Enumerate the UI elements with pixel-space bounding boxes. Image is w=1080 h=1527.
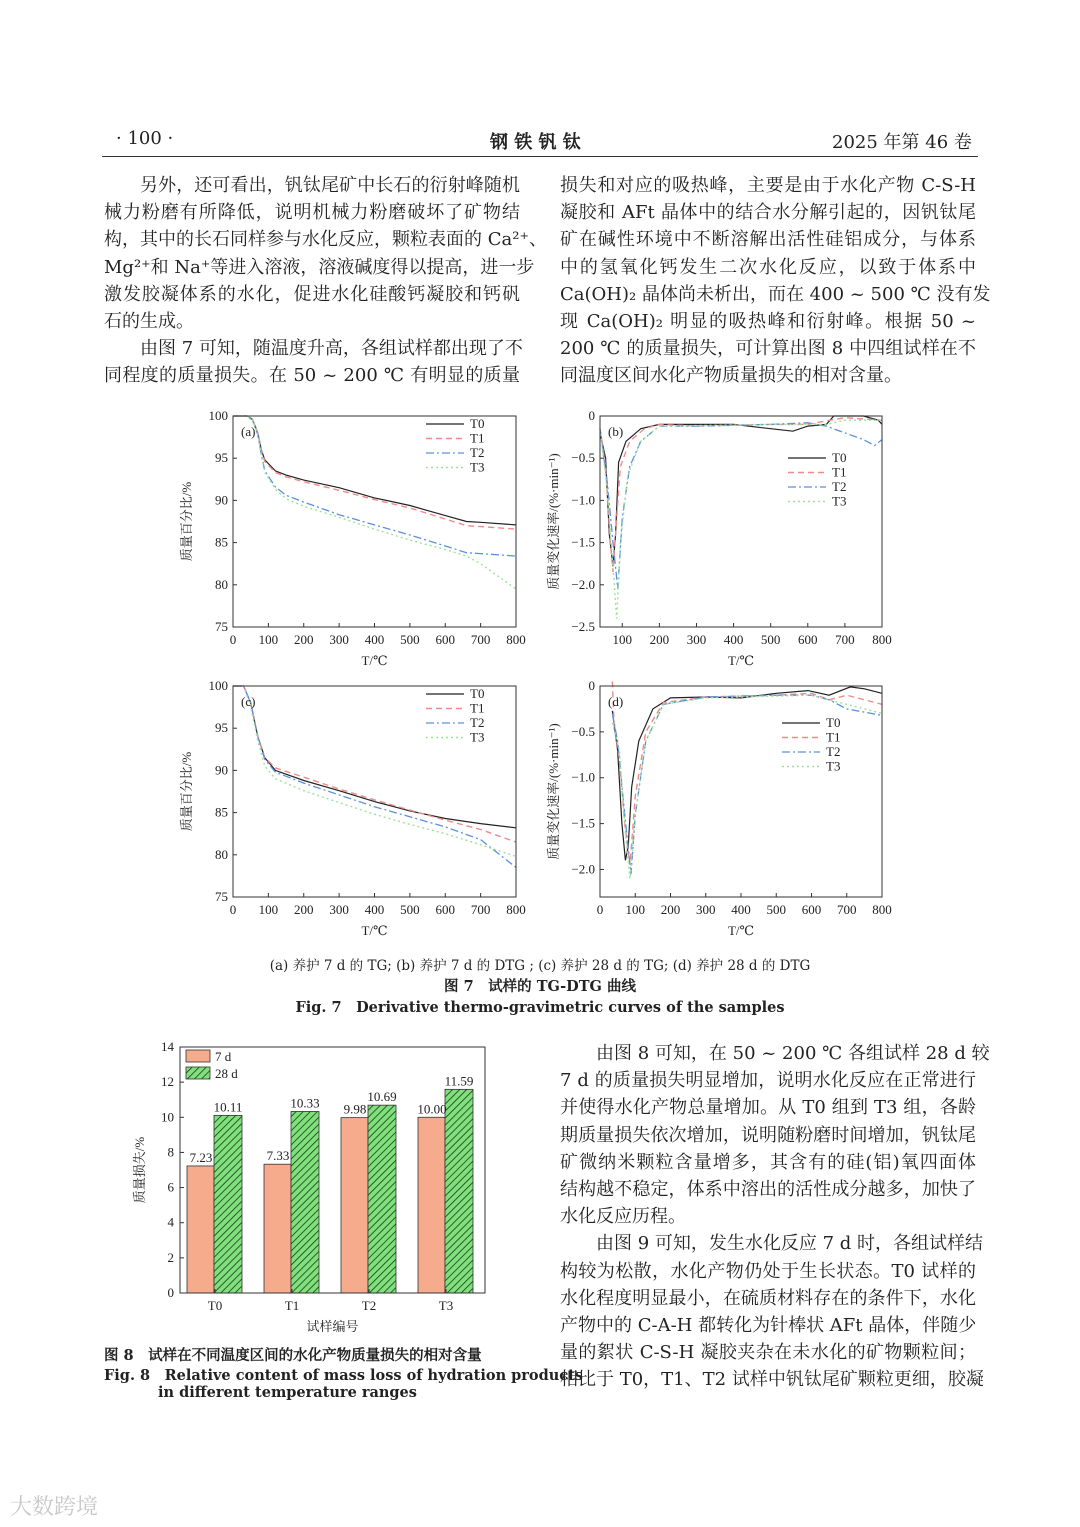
bar-28d-T2	[368, 1105, 396, 1293]
fig7-caption-en: Fig. 7 Derivative thermo-gravimetric curves of the samples	[295, 999, 785, 1016]
plot-frame	[600, 416, 882, 627]
text-line: 中的氢氧化钙发生二次水化反应，以致于体系中	[560, 256, 976, 278]
journal-title: 钢 铁 钒 钛	[490, 132, 581, 153]
legend-label-T0: T0	[826, 715, 841, 730]
panel-label: (a)	[241, 424, 256, 439]
y-tick-label: 14	[161, 1039, 174, 1054]
legend-label-28d: 28 d	[215, 1066, 238, 1081]
watermark: 大数跨境	[10, 1495, 99, 1520]
legend-label-T0: T0	[470, 416, 485, 431]
text-line: 石的生成。	[104, 310, 194, 332]
y-tick-label: 95	[215, 720, 228, 736]
bar-7d-T1	[264, 1164, 291, 1293]
y-tick-label: −2.0	[571, 576, 595, 592]
y-tick-label: −0.5	[571, 723, 595, 739]
text-line: 并使得水化产物总量增加。从 T0 组到 T3 组，各龄	[560, 1097, 976, 1119]
y-tick-label: 2	[167, 1249, 174, 1265]
chart-d	[546, 678, 892, 938]
text-line: 量的絮状 C-S-H 凝胶夹杂在未水化的矿物颗粒间；	[560, 1342, 976, 1364]
bar-28d-T0	[214, 1115, 242, 1293]
x-tick-label: 600	[801, 902, 822, 917]
y-tick-label: −0.5	[571, 450, 595, 466]
x-tick-label: T0	[207, 1298, 223, 1313]
x-tick-label: 500	[760, 632, 781, 647]
text-line: 损失和对应的吸热峰，主要是由于水化产物 C-S-H	[560, 175, 976, 196]
y-tick-label: 0	[588, 408, 595, 423]
x-tick-label: 700	[835, 632, 855, 647]
x-tick-label: 700	[470, 902, 491, 917]
fig8-caption-en-2: in different temperature ranges	[158, 1384, 417, 1401]
chart-a	[179, 408, 526, 668]
fig8-caption-cn: 图 8 试样在不同温度区间的水化产物质量损失的相对含量	[104, 1347, 482, 1364]
text-line: 激发胶凝体系的水化，促进水化硅酸钙凝胶和钙矾	[104, 283, 520, 305]
y-axis-label: 质量百分比/%	[179, 481, 194, 562]
x-tick-label: 700	[837, 902, 857, 917]
x-tick-label: T1	[284, 1298, 300, 1313]
x-tick-label: 0	[229, 632, 237, 647]
legend-label-T3: T3	[470, 729, 485, 745]
x-tick-label: 800	[872, 902, 892, 917]
x-tick-label: 100	[612, 632, 633, 647]
y-tick-label: 0	[167, 1285, 174, 1300]
fig8-caption-en-1: Fig. 8 Relative content of mass loss of hydration products	[104, 1367, 583, 1384]
legend-label-T2: T2	[826, 744, 841, 759]
x-tick-label: 500	[400, 902, 420, 917]
legend-label-T1: T1	[470, 430, 485, 446]
legend-label-T1: T1	[470, 700, 485, 716]
x-tick-label: 600	[435, 632, 455, 647]
bar-value-label: 10.33	[290, 1095, 320, 1111]
y-tick-label: 85	[215, 534, 228, 550]
y-tick-label: 6	[167, 1179, 174, 1195]
y-axis-label: 质量损失/%	[132, 1136, 147, 1204]
bar-value-label: 10.11	[213, 1099, 243, 1115]
x-tick-label: 800	[506, 902, 526, 917]
x-tick-label: 0	[229, 902, 237, 917]
chart-c	[179, 678, 526, 938]
bar-7d-T3	[418, 1117, 445, 1293]
y-axis-label: 质量变化速率/(%·min⁻¹)	[546, 723, 561, 860]
text-line: 同程度的质量损失。在 50 ~ 200 ℃ 有明显的质量	[104, 365, 520, 387]
series-line-T3	[612, 695, 882, 879]
x-tick-label: 400	[364, 902, 385, 917]
x-tick-label: 800	[506, 632, 526, 647]
x-tick-label: 300	[329, 902, 349, 917]
y-tick-label: −1.0	[571, 492, 595, 508]
panel-label: (d)	[608, 694, 624, 709]
panel-label: (b)	[608, 424, 624, 439]
x-axis-label: T/℃	[361, 653, 388, 668]
series-line-T2	[612, 695, 882, 874]
text-line: 械力粉磨有所降低，说明机械力粉磨破坏了矿物结	[104, 202, 520, 224]
text-line: 凝胶和 AFt 晶体中的结合水分解引起的，因钒钛尾	[560, 202, 976, 224]
bar-value-label: 11.59	[444, 1073, 474, 1089]
legend-label-T2: T2	[470, 715, 485, 730]
text-line: Ca(OH)₂ 晶体尚未析出，而在 400 ~ 500 ℃ 没有发	[560, 283, 991, 305]
x-tick-label: 100	[258, 902, 279, 917]
text-line: 结构越不稳定，体系中溶出的活性成分越多，加快了	[560, 1178, 976, 1200]
text-line: 200 ℃ 的质量损失，可计算出图 8 中四组试样在不	[560, 338, 976, 360]
y-tick-label: −1.5	[571, 815, 595, 831]
x-tick-label: 600	[435, 902, 455, 917]
legend-label-T3: T3	[470, 459, 485, 475]
x-tick-label: 600	[798, 632, 818, 647]
text-line: 构较为松散，水化产物仍处于生长状态。T0 试样的	[560, 1260, 976, 1282]
y-tick-label: 75	[215, 889, 228, 904]
text-line: 矿在碱性环境中不断溶解出活性硅铝成分，与体系	[560, 229, 976, 251]
text-line: 7 d 的质量损失明显增加，说明水化反应在正常进行	[560, 1070, 976, 1092]
text-line: 由图 9 可知，发生水化反应 7 d 时，各组试样结	[596, 1233, 984, 1255]
bar-value-label: 10.69	[367, 1089, 397, 1105]
text-line: 另外，还可看出，钒钛尾矿中长石的衍射峰随机	[140, 175, 520, 196]
x-tick-label: 0	[596, 902, 604, 917]
x-tick-label: 300	[696, 902, 716, 917]
y-tick-label: 0	[588, 678, 595, 693]
legend-label-T3: T3	[832, 493, 847, 509]
bar-value-label: 7.23	[189, 1149, 213, 1165]
y-tick-label: 100	[208, 678, 228, 693]
legend-label-T3: T3	[826, 758, 841, 774]
panel-label: (c)	[241, 694, 256, 709]
text-line: 水化反应历程。	[560, 1206, 686, 1228]
legend-swatch-7d	[186, 1050, 210, 1062]
text-line: 现 Ca(OH)₂ 明显的吸热峰和衍射峰。根据 50 ~	[560, 310, 976, 332]
y-axis-label: 质量百分比/%	[179, 751, 194, 832]
fig7-caption-cn: 图 7 试样的 TG-DTG 曲线	[444, 978, 636, 995]
x-tick-label: 500	[400, 632, 420, 647]
x-tick-label: 100	[258, 632, 279, 647]
text-line: 矿微纳米颗粒含量增多，其含有的硅(铝)氧四面体	[560, 1151, 976, 1173]
bar-value-label: 7.33	[266, 1148, 290, 1164]
legend-label-T0: T0	[470, 686, 485, 701]
y-tick-label: −1.0	[571, 769, 595, 785]
y-tick-label: 12	[161, 1074, 174, 1090]
y-tick-label: 100	[208, 408, 228, 423]
legend-label-T2: T2	[470, 445, 485, 460]
y-tick-label: −1.5	[571, 534, 595, 550]
x-tick-label: 300	[329, 632, 349, 647]
y-tick-label: 80	[215, 846, 228, 862]
text-line: 期质量损失依次增加，说明随粉磨时间增加，钒钛尾	[560, 1124, 976, 1146]
x-tick-label: 700	[470, 632, 491, 647]
bar-28d-T3	[445, 1089, 473, 1293]
x-tick-label: 800	[872, 632, 892, 647]
legend-label-T1: T1	[826, 729, 841, 745]
text-line: 产物中的 C-A-H 都转化为针棒状 AFt 晶体，伴随少	[560, 1314, 977, 1336]
y-tick-label: 8	[167, 1144, 174, 1160]
text-line: 同温度区间水化产物质量损失的相对含量。	[560, 365, 902, 387]
y-tick-label: 95	[215, 450, 228, 466]
y-tick-label: 90	[215, 762, 228, 778]
x-axis-label: 试样编号	[306, 1319, 359, 1334]
bar-7d-T2	[341, 1118, 368, 1293]
x-tick-label: T2	[361, 1298, 377, 1313]
text-line: 水化程度明显最小，在硫质材料存在的条件下，水化	[560, 1287, 976, 1309]
bar-28d-T1	[291, 1111, 319, 1293]
text-line: Mg²⁺和 Na⁺等进入溶液，溶液碱度得以提高，进一步	[104, 256, 535, 278]
y-tick-label: 85	[215, 804, 228, 820]
legend-label-7d: 7 d	[215, 1049, 232, 1064]
text-line: 由图 7 可知，随温度升高，各组试样都出现了不	[140, 338, 523, 360]
x-tick-label: 300	[686, 632, 707, 647]
y-tick-label: 10	[161, 1109, 174, 1125]
x-axis-label: T/℃	[361, 923, 388, 938]
y-tick-label: −2.0	[571, 861, 595, 877]
bar-value-label: 10.00	[417, 1101, 447, 1117]
chart-b	[546, 408, 892, 668]
legend-label-T1: T1	[832, 464, 847, 480]
text-line: 构，其中的长石同样参与水化反应，颗粒表面的 Ca²⁺、	[104, 229, 547, 251]
y-tick-label: 4	[167, 1214, 174, 1230]
journal-issue: 2025 年第 46 卷	[832, 132, 972, 153]
x-tick-label: 200	[294, 902, 314, 917]
x-tick-label: 400	[731, 902, 751, 917]
fig7-subcaption: (a) 养护 7 d 的 TG; (b) 养护 7 d 的 DTG ; (c) 养护 28 d 的 TG; (d) 养护 28 d 的 DTG	[269, 958, 811, 974]
x-tick-label: 200	[660, 902, 681, 917]
x-axis-label: T/℃	[727, 653, 755, 668]
y-tick-label: 75	[215, 619, 228, 634]
legend-label-T2: T2	[832, 479, 847, 494]
x-tick-label: 200	[294, 632, 314, 647]
bar-7d-T0	[187, 1166, 214, 1293]
x-tick-label: 100	[625, 902, 645, 917]
x-axis-label: T/℃	[727, 923, 755, 938]
y-tick-label: −2.5	[571, 619, 595, 634]
y-tick-label: 90	[215, 492, 228, 508]
text-line: 由图 8 可知，在 50 ~ 200 ℃ 各组试样 28 d 较	[596, 1043, 990, 1064]
legend-swatch-28d	[186, 1067, 210, 1079]
x-tick-label: 500	[766, 902, 786, 917]
x-tick-label: T3	[438, 1298, 454, 1313]
series-line-T0	[612, 687, 882, 860]
text-line: 相比于 T0，T1、T2 试样中钒钛尾矿颗粒更细，胶凝	[560, 1369, 984, 1391]
x-tick-label: 400	[723, 632, 744, 647]
x-tick-label: 200	[649, 632, 670, 647]
page-number: · 100 ·	[116, 128, 174, 149]
x-tick-label: 400	[364, 632, 385, 647]
bar-value-label: 9.98	[343, 1101, 367, 1117]
legend-label-T0: T0	[832, 450, 847, 465]
y-axis-label: 质量变化速率/(%·min⁻¹)	[546, 453, 561, 590]
chart-fig8-bar	[132, 1039, 485, 1334]
y-tick-label: 80	[215, 576, 228, 592]
